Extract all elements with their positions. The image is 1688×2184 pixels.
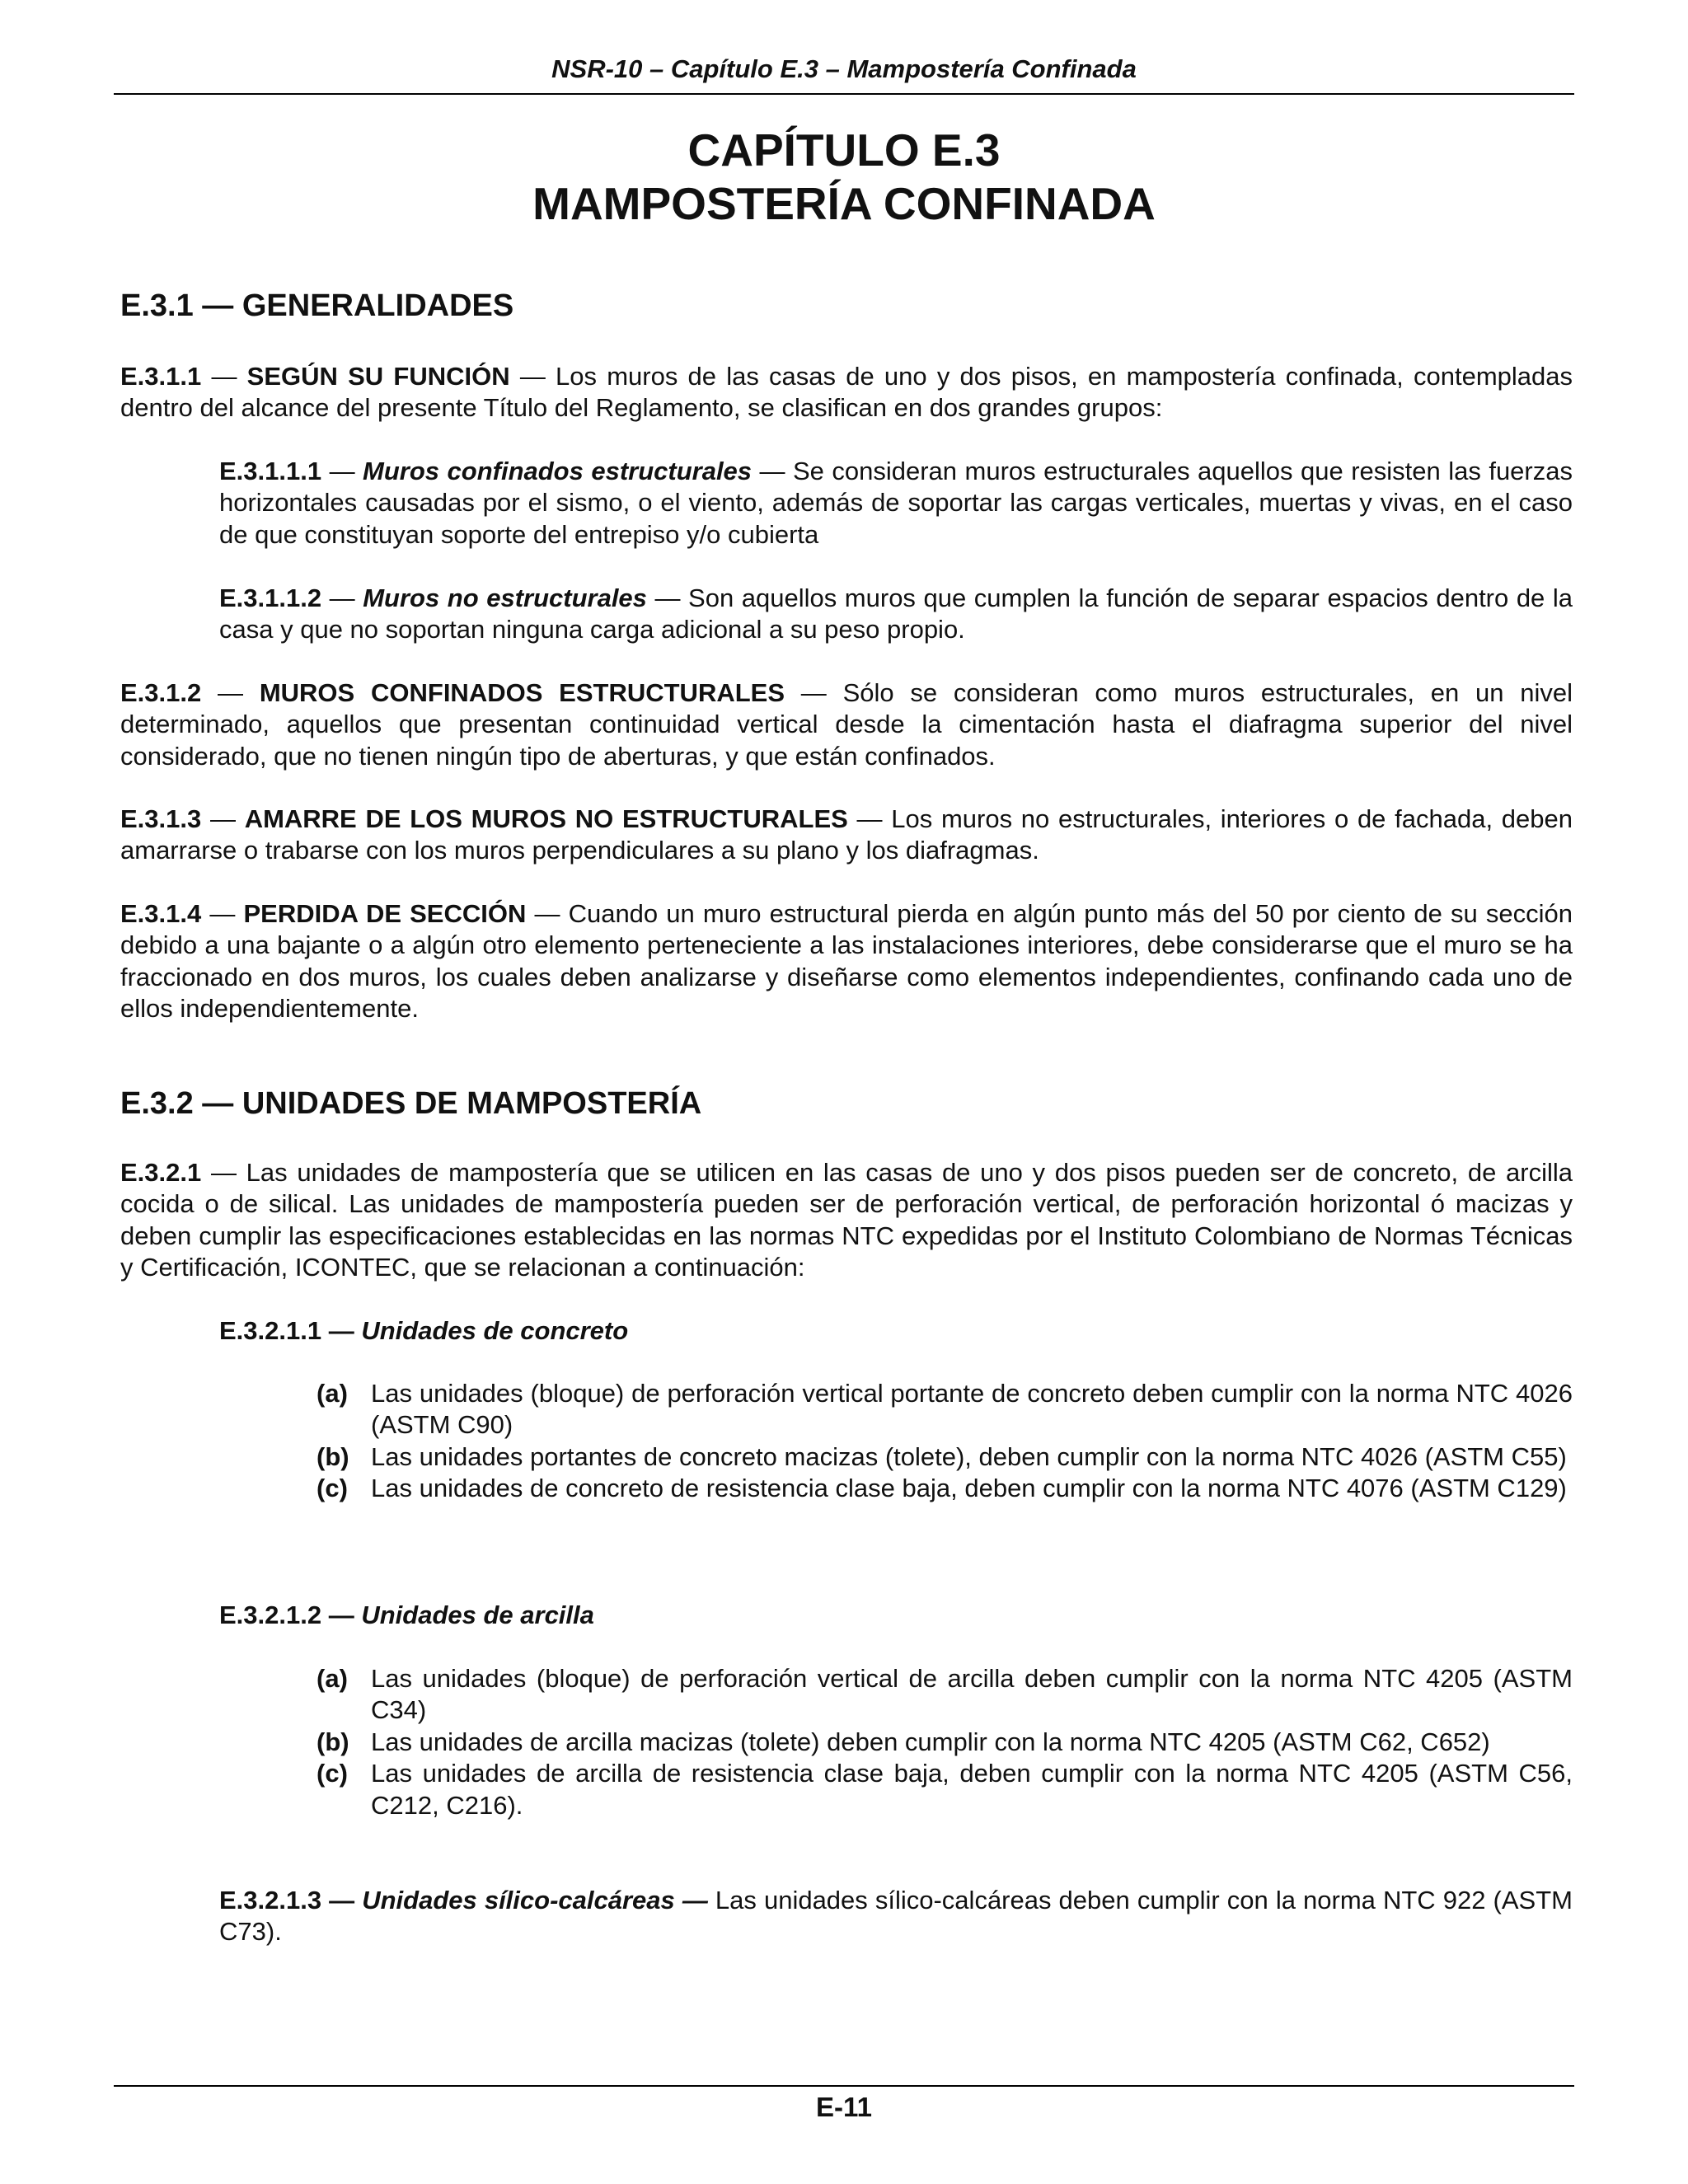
clause-number: E.3.2.1.2 — <box>219 1601 362 1629</box>
clause-heading: AMARRE DE LOS MUROS NO ESTRUCTURALES <box>244 804 848 833</box>
item-marker: (a) <box>316 1379 348 1408</box>
section-heading-e32: E.3.2 — UNIDADES DE MAMPOSTERÍA <box>120 1086 702 1121</box>
list-item <box>316 1663 1573 1727</box>
clause-text: — Cuando un muro estructural pierda en algún punto más del 50 por ciento de su sección debido a una bajante o a algún otro elemento perteneciente a las instalaciones interiores, debe considerarse que el muro se ha fraccionado en dos muros, los cuales deben analizarse y diseñarse como elementos independientes, confinando cada uno de ellos independientemente. <box>120 899 1573 1024</box>
item-marker: (a) <box>316 1664 348 1693</box>
item-text: Las unidades de arcilla de resistencia clase baja, deben cumplir con la norma NTC 4205 (ASTM C56, C212, C216). <box>371 1759 1573 1820</box>
clause-number: E.3.1.1 <box>120 362 202 391</box>
paragraph-e312 <box>120 677 1573 772</box>
chapter-title <box>114 124 1574 231</box>
chapter-title-line1: CAPÍTULO E.3 <box>687 124 1001 176</box>
clause-number: E.3.1.4 <box>120 899 202 928</box>
clause-text: — Sólo se consideran como muros estructurales, en un nivel determinado, aquellos que presentan continuidad vertical desde la cimentación hasta el diafragma superior del nivel considerado, que no tienen ningún tipo de aberturas, y que están confinados. <box>120 678 1573 771</box>
list-item <box>316 1727 1573 1758</box>
clause-heading: Unidades de concreto <box>361 1316 629 1345</box>
running-header: NSR-10 – Capítulo E.3 – Mampostería Confinada <box>551 54 1137 83</box>
clause-heading: Muros no estructurales <box>363 583 647 612</box>
paragraph-e321 <box>120 1157 1573 1284</box>
clause-heading: Unidades de arcilla <box>361 1601 594 1629</box>
paragraph-e313 <box>120 804 1573 867</box>
paragraph-e3111 <box>219 456 1573 551</box>
item-text: Las unidades (bloque) de perforación vertical portante de concreto deben cumplir con la norma NTC 4026 (ASTM C90) <box>371 1379 1573 1440</box>
list-concrete-units <box>316 1378 1573 1505</box>
clause-heading: SEGÚN SU FUNCIÓN <box>246 362 510 391</box>
item-marker: (c) <box>316 1474 348 1503</box>
list-clay-units <box>316 1663 1573 1821</box>
page-number: E-11 <box>816 2092 872 2122</box>
list-item <box>316 1441 1573 1473</box>
clause-text: — Son aquellos muros que cumplen la función de separar espacios dentro de la casa y que no soportan ninguna carga adicional a su peso propio. <box>219 583 1573 644</box>
paragraph-e311 <box>120 361 1573 424</box>
list-item <box>316 1473 1573 1504</box>
item-text: Las unidades de arcilla macizas (tolete) deben cumplir con la norma NTC 4205 (ASTM C62, C652) <box>371 1727 1490 1756</box>
clause-number: E.3.2.1.3 — <box>219 1886 363 1915</box>
clause-heading: PERDIDA DE SECCIÓN <box>243 899 527 928</box>
subheading-e3211 <box>219 1315 1573 1347</box>
dash: — <box>321 583 363 612</box>
list-item <box>316 1758 1573 1821</box>
clause-text: — Los muros no estructurales, interiores o de fachada, deben amarrarse o trabarse con los muros perpendiculares a su plano y los diafragmas. <box>120 804 1573 865</box>
list-item <box>316 1378 1573 1441</box>
clause-heading: Unidades sílico-calcáreas — <box>362 1886 708 1915</box>
dash: — <box>201 804 245 833</box>
dash: — <box>321 457 363 485</box>
clause-text: — Las unidades de mampostería que se utilicen en las casas de uno y dos pisos pueden ser de concreto, de arcilla cocida o de silical. Las unidades de mampostería pueden ser de perforación vertical, de perforación horizontal ó macizas y deben cumplir las especificaciones establecidas en las normas NTC expedidas por el Instituto Colombiano de Normas Técnicas y Certificación, ICONTEC, que se relacionan a continuación: <box>120 1158 1573 1282</box>
clause-text: Las unidades sílico-calcáreas deben cumplir con la norma NTC 922 (ASTM C73). <box>219 1886 1573 1947</box>
dash: — <box>201 899 244 928</box>
item-marker: (b) <box>316 1441 349 1471</box>
clause-number: E.3.1.2 <box>120 678 202 707</box>
clause-text: — Se consideran muros estructurales aquellos que resisten las fuerzas horizontales causadas por el sismo, o el viento, además de soportar las cargas verticales, muertas y vivas, en el caso de que constituyan soporte del entrepiso y/o cubierta <box>219 457 1573 549</box>
clause-text: — Los muros de las casas de uno y dos pisos, en mampostería confinada, contempladas dentro del alcance del presente Título del Reglamento, se clasifican en dos grandes grupos: <box>120 362 1573 423</box>
subheading-e3212 <box>219 1600 1573 1631</box>
chapter-title-line2: MAMPOSTERÍA CONFINADA <box>532 178 1156 229</box>
item-marker: (b) <box>316 1727 349 1756</box>
clause-number: E.3.2.1 <box>120 1158 202 1187</box>
clause-number: E.3.1.3 <box>120 804 202 833</box>
clause-number: E.3.1.1.2 <box>219 583 322 612</box>
clause-number: E.3.2.1.1 — <box>219 1316 362 1345</box>
item-text: Las unidades de concreto de resistencia clase baja, deben cumplir con la norma NTC 4076 (ASTM C129) <box>371 1474 1567 1503</box>
paragraph-e3213 <box>219 1885 1573 1948</box>
paragraph-e314 <box>120 898 1573 1025</box>
paragraph-e3112 <box>219 583 1573 646</box>
dash: — <box>201 678 260 707</box>
header-rule <box>114 93 1574 95</box>
clause-heading: MUROS CONFINADOS ESTRUCTURALES <box>259 678 785 707</box>
item-marker: (c) <box>316 1759 348 1788</box>
item-text: Las unidades (bloque) de perforación vertical de arcilla deben cumplir con la norma NTC 4205 (ASTM C34) <box>371 1664 1573 1725</box>
section-heading-e31: E.3.1 — GENERALIDADES <box>120 288 514 323</box>
footer-rule <box>114 2085 1574 2087</box>
dash: — <box>201 362 247 391</box>
clause-heading: Muros confinados estructurales <box>363 457 753 485</box>
clause-number: E.3.1.1.1 <box>219 457 322 485</box>
item-text: Las unidades portantes de concreto macizas (tolete), deben cumplir con la norma NTC 4026 (ASTM C55) <box>371 1441 1567 1471</box>
